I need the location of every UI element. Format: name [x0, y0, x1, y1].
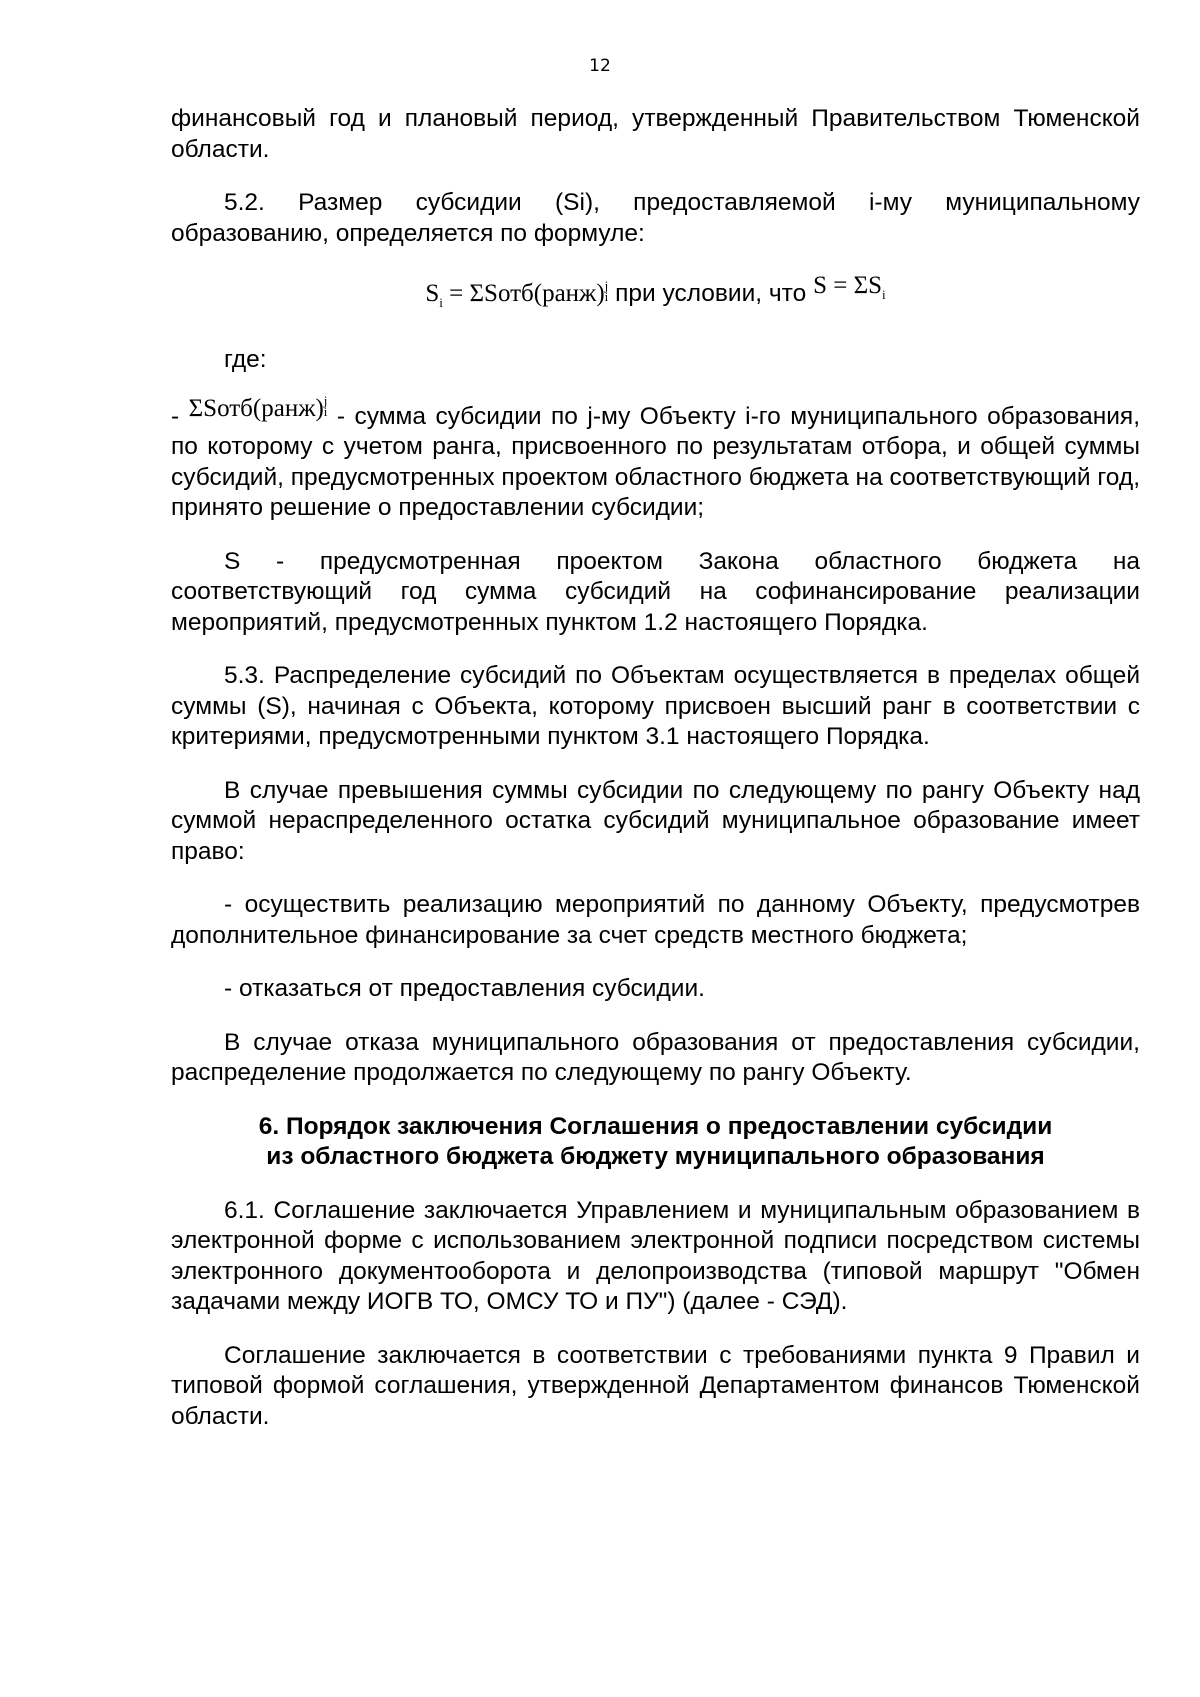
- paragraph-intro: финансовый год и плановый период, утвержденный Правительством Тюменской области.: [171, 105, 1140, 163]
- paragraph-term-definition: [171, 392, 1141, 524]
- heading-line-2: из областного бюджета бюджету муниципального образования: [266, 1143, 1045, 1170]
- paragraph-option-2: - отказаться от предоставления субсидии.: [224, 975, 705, 1002]
- term-definition-text: - сумма субсидии по j-му Объекту i-го муниципального образования, по которому с учетом ранга, присвоенного по результатам отбора, и общей суммы субсидий, предусмотренных проектом областного бюджета на соответствующий год, принято решение о предоставлении субсидии;: [171, 402, 1141, 521]
- paragraph-5-3: 5.3. Распределение субсидий по Объектам осуществляется в пределах общей суммы (S), начиная с Объекта, которому присвоен высший ранг в соответствии с критериями, предусмотренными пунктом 3.1 настоящего Порядка.: [171, 662, 1140, 750]
- formula-lhs: $S_i$ = ΣSотб(ранж) j i: [425, 278, 609, 310]
- formula-block: [171, 272, 1140, 311]
- where-label: где:: [224, 346, 267, 373]
- paragraph-5-2: 5.2. Размер субсидии (Si), предоставляемой i-му муниципальному образованию, определяется по формуле:: [171, 189, 1140, 247]
- section-heading-6: [171, 1112, 1140, 1173]
- paragraph-s-definition: S - предусмотренная проектом Закона областного бюджета на соответствующий год сумма субсидий на софинансирование реализации мероприятий, предусмотренных пунктом 1.2 настоящего Порядка.: [171, 547, 1140, 636]
- term-formula: ΣSотб(ранж) j i: [188, 392, 328, 422]
- paragraph-6-1: 6.1. Соглашение заключается Управлением и муниципальным образованием в электронной форме с использованием электронной подписи посредством системы электронного документооборота и делопроизводства (типовой маршрут "Обмен задачами между ИОГВ ТО, ОМСУ ТО и ПУ") (далее - СЭД).: [171, 1196, 1140, 1315]
- paragraph-option-1: - осуществить реализацию мероприятий по данному Объекту, предусмотрев дополнительное финансирование за счет средств местного бюджета;: [171, 891, 1140, 949]
- paragraph-exceed: В случае превышения суммы субсидии по следующему по рангу Объекту над суммой нераспределенного остатка субсидий муниципальное образование имеет право:: [171, 776, 1140, 865]
- formula-rhs: $S = \Sigma S_i$: [813, 272, 886, 302]
- heading-line-1: 6. Порядок заключения Соглашения о предоставлении субсидии: [258, 1112, 1053, 1140]
- formula-condition: при условии, что: [615, 280, 807, 307]
- page-number: 12: [589, 56, 611, 76]
- document-body: [171, 104, 1140, 1455]
- paragraph-agreement: Соглашение заключается в соответствии с требованиями пункта 9 Правил и типовой формой соглашения, утвержденной Департаментом финансов Тюменской области.: [171, 1341, 1140, 1430]
- paragraph-refuse: В случае отказа муниципального образования от предоставления субсидии, распределение продолжается по следующему по рангу Объекту.: [171, 1028, 1140, 1086]
- term-dash: -: [171, 402, 180, 430]
